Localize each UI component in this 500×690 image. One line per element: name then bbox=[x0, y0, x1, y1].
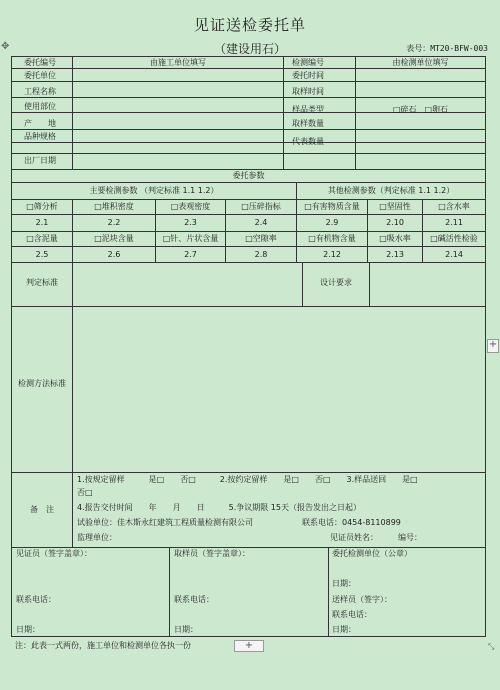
code-2-11: 2.11 bbox=[445, 218, 463, 227]
code-2-4: 2.4 bbox=[254, 218, 268, 227]
client-date[interactable]: 日期： bbox=[332, 579, 356, 588]
sampler-sign[interactable]: 取样员（签字盖章）： bbox=[174, 549, 250, 558]
resize-handle-icon[interactable]: ⤡ bbox=[488, 642, 495, 651]
remarks-label: 备 注 bbox=[30, 505, 54, 514]
sampler-date[interactable]: 日期： bbox=[174, 625, 198, 634]
param-sieve[interactable]: □筛分析 bbox=[26, 202, 58, 211]
design-req-label: 设计要求 bbox=[320, 278, 352, 287]
label-entrust-time: 委托时间 bbox=[292, 71, 324, 80]
add-row-icon[interactable]: + bbox=[234, 640, 264, 652]
remarks-line3: 4.报告交付时间 年 月 日 5.争议期限 15天（报告发出之日起） bbox=[77, 503, 361, 512]
code-2-9: 2.9 bbox=[325, 218, 339, 227]
code-2-8: 2.8 bbox=[254, 250, 268, 259]
param-harmful-content[interactable]: □有害物质含量 bbox=[304, 202, 360, 211]
form-table bbox=[11, 56, 486, 637]
label-project-name: 工程名称 bbox=[24, 87, 56, 96]
label-sampling-time: 取样时间 bbox=[292, 87, 324, 96]
remarks-line1: 1.按规定留样 是□ 否□ 2.按约定留样 是□ 否□ 3.样品送回 是□ bbox=[77, 475, 418, 484]
label-sample-type: 样品类型 bbox=[292, 105, 324, 114]
table-number: 表号：MT20-BFW-003 bbox=[406, 44, 488, 53]
param-organic-content[interactable]: □有机物含量 bbox=[308, 234, 356, 243]
main-params-header: 主要检测参数 （判定标准 1.1 1.2） bbox=[89, 186, 219, 195]
code-2-2: 2.2 bbox=[107, 218, 121, 227]
add-column-icon[interactable]: + bbox=[487, 339, 499, 353]
param-apparent-density[interactable]: □表观密度 bbox=[170, 202, 211, 211]
param-clay-lumps[interactable]: □泥块含量 bbox=[94, 234, 134, 243]
code-2-5: 2.5 bbox=[35, 250, 49, 259]
code-2-13: 2.13 bbox=[386, 250, 404, 259]
code-2-10: 2.10 bbox=[386, 218, 404, 227]
design-req-field[interactable] bbox=[370, 263, 485, 305]
label-usage-part: 使用部位 bbox=[24, 102, 56, 111]
witness-date[interactable]: 日期： bbox=[16, 625, 40, 634]
footer-note: 注：此表一式两份，施工单位和检测单位各执一份 bbox=[15, 641, 191, 650]
test-no-field[interactable]: 由检测单位填写 bbox=[392, 58, 449, 67]
param-crushing-index[interactable]: □压碎指标 bbox=[241, 202, 281, 211]
form-subtitle: （建设用石） bbox=[213, 42, 286, 56]
code-2-7: 2.7 bbox=[184, 250, 197, 259]
judgement-label: 判定标准 bbox=[26, 278, 58, 287]
label-factory-date: 出厂日期 bbox=[24, 156, 56, 165]
sample-type-checkboxes[interactable]: □碎石 □卵石 bbox=[392, 105, 449, 114]
code-2-14: 2.14 bbox=[445, 250, 463, 259]
sampler-phone[interactable]: 联系电话： bbox=[174, 595, 214, 604]
witness-sign[interactable]: 见证员（签字盖章）： bbox=[16, 549, 92, 558]
judgement-field[interactable] bbox=[73, 263, 302, 305]
sender-sign[interactable]: 送样员（签字）： bbox=[332, 595, 392, 604]
supervision-unit: 监理单位： bbox=[77, 533, 117, 542]
form-title: 见证送检委托单 bbox=[193, 16, 306, 34]
method-label: 检测方法标准 bbox=[18, 379, 66, 388]
param-alkali-activity[interactable]: □碱活性检验 bbox=[430, 234, 478, 243]
label-spec: 品种规格 bbox=[24, 132, 56, 141]
code-2-3: 2.3 bbox=[184, 218, 197, 227]
param-bulk-density[interactable]: □堆积密度 bbox=[94, 202, 134, 211]
method-field[interactable] bbox=[73, 307, 485, 471]
param-flaky-particles[interactable]: □针、片状含量 bbox=[162, 234, 219, 243]
label-client: 委托单位 bbox=[24, 71, 56, 80]
label-entrust-no: 委托编号 bbox=[24, 58, 56, 67]
label-sample-qty: 取样数量 bbox=[292, 119, 324, 128]
label-origin: 产 地 bbox=[24, 119, 56, 128]
entrust-no-field[interactable]: 由施工单位填写 bbox=[150, 58, 206, 67]
param-void-ratio[interactable]: □空隙率 bbox=[245, 234, 277, 243]
witness-phone[interactable]: 联系电话： bbox=[16, 595, 56, 604]
code-2-6: 2.6 bbox=[107, 250, 121, 259]
code-2-12: 2.12 bbox=[323, 250, 341, 259]
witness-name-no: 见证员姓名： 编号： bbox=[330, 533, 422, 542]
other-params-header: 其他检测参数（判定标准 1.1 1.2） bbox=[327, 186, 455, 195]
client-seal[interactable]: 委托检测单位（公章） bbox=[332, 549, 412, 558]
sender-phone[interactable]: 联系电话： bbox=[332, 610, 372, 619]
param-water-absorption[interactable]: □吸水率 bbox=[379, 234, 411, 243]
label-test-no: 检测编号 bbox=[292, 58, 324, 67]
testing-unit-phone: 联系电话：0454-8110899 bbox=[302, 518, 401, 527]
testing-unit: 试验单位：佳木斯永红建筑工程质量检测有限公司 bbox=[77, 518, 253, 527]
label-rep-qty: 代表数量 bbox=[292, 137, 324, 146]
params-header: 委托参数 bbox=[232, 171, 265, 180]
sender-date[interactable]: 日期： bbox=[332, 625, 356, 634]
param-soundness[interactable]: □坚固性 bbox=[379, 202, 411, 211]
param-clay-content[interactable]: □含泥量 bbox=[26, 234, 58, 243]
param-moisture[interactable]: □含水率 bbox=[438, 202, 470, 211]
code-2-1: 2.1 bbox=[35, 218, 49, 227]
remarks-line2: 否□ bbox=[77, 488, 93, 497]
move-handle-icon[interactable]: ✥ bbox=[1, 41, 10, 52]
